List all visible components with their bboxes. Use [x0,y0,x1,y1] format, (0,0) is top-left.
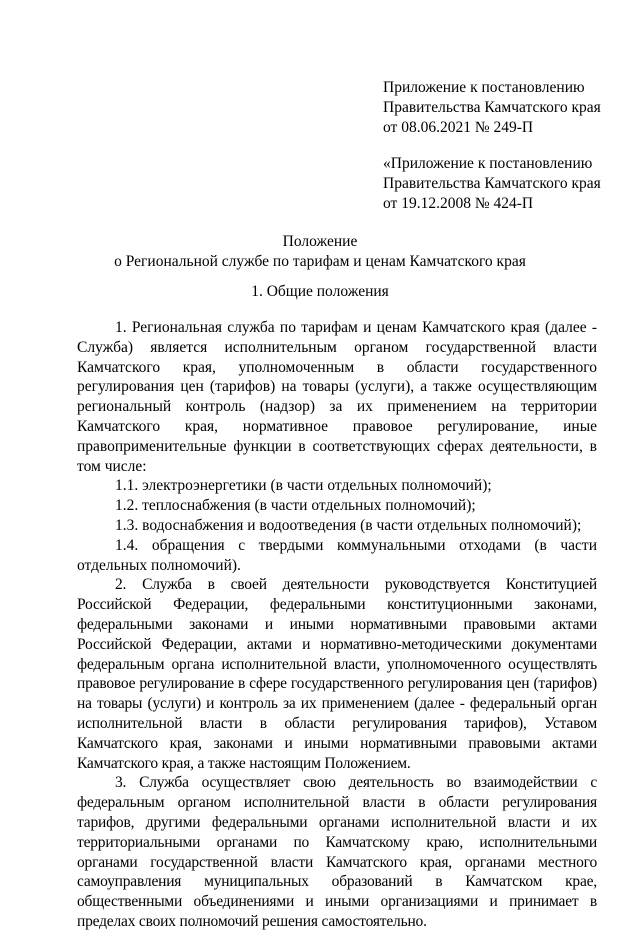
paragraph-1-1: 1.1. электроэнергетики (в части отдельных полномочий); [115,477,492,495]
paragraph-1-2: 1.2. теплоснабжения (в части отдельных полномочий); [115,497,476,515]
appendix-line: от 19.12.2008 № 424-П [383,195,534,212]
section-heading: 1. Общие положения [251,283,389,300]
appendix-line: «Приложение к постановлению [383,155,593,172]
paragraph-1-4: 1.4. обращения с твердыми коммунальными отходами (в части отдельных полномочий). [77,536,597,574]
paragraph-1-3: 1.3. водоснабжения и водоотведения (в части отдельных полномочий); [115,516,582,534]
appendix-header-original [383,154,633,214]
paragraph-2: 2. Служба в своей деятельности руководствуется Конституцией Российской Федерации, федеральными конституционными законами, федеральными законами и иными нормативными правовыми актами Российской Федерации, актами и нормативно-методическими документами федеральным органа исполнительной власти, уполномоченного осуществлять правовое регулирование в сфере государственного регулирования цен (тарифов) на товары (услуги) и контроль за их применением (далее - федеральный орган исполнительной власти в области регулирования тарифов), Уставом Камчатского края, законами и иными нормативными правовыми актами Камчатского края, а также настоящим Положением. [77,576,597,772]
appendix-line: Правительства Камчатского края [383,175,601,192]
document-title [0,232,640,272]
appendix-line: Правительства Камчатского края [383,99,601,116]
document-body [77,318,597,932]
appendix-line: от 08.06.2021 № 249-П [383,119,534,136]
title-line: Положение [282,233,358,250]
appendix-header-current [383,78,633,138]
subtitle-line: о Региональной службе по тарифам и ценам Камчатского края [114,253,526,270]
paragraph-1: 1. Региональная служба по тарифам и ценам Камчатского края (далее - Служба) является исполнительным органом государственной власти Камчатского края, уполномоченным в области государственного регулирования цен (тарифов) на товары (услуги), а также осуществляющим региональный контроль (надзор) за их применением на территории Камчатского края, нормативное правовое регулирование, иные правоприменительные функции в соответствующих сферах деятельности, в том числе: [77,319,597,475]
appendix-line: Приложение к постановлению [383,79,585,96]
paragraph-3: 3. Служба осуществляет свою деятельность во взаимодействии с федеральным органом исполнительной власти в области регулирования тарифов, другими федеральными органами исполнительной власти и их территориальными органами по Камчатскому краю, исполнительными органами государственной власти Камчатского края, органами местного самоуправления муниципальных образований в Камчатском крае, общественными объединениями и иными организациями и принимает в пределах своих полномочий решения самостоятельно. [77,774,597,930]
